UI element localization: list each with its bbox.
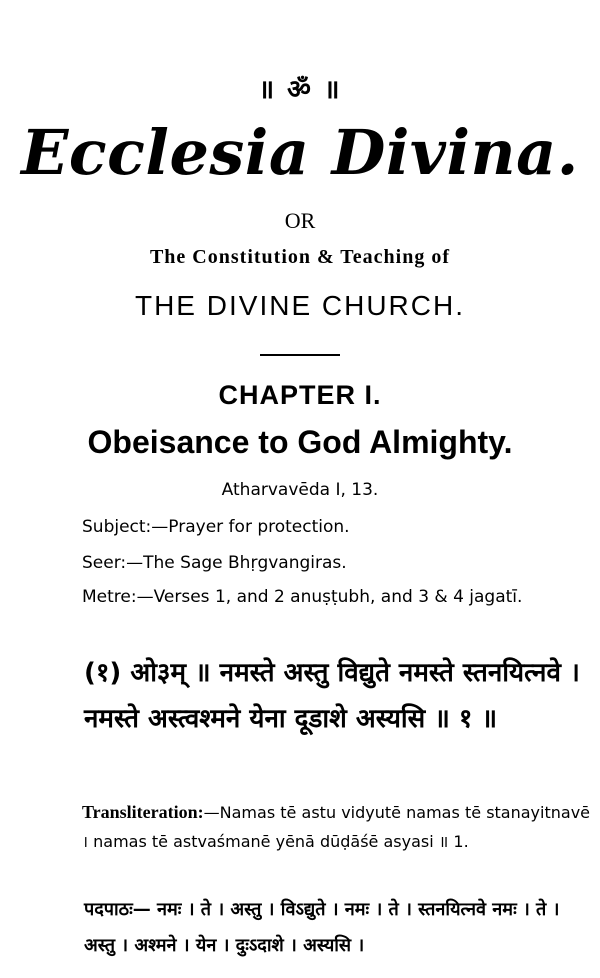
subject-text: —Prayer for protection. [151, 517, 350, 537]
padapatha-paragraph [84, 892, 592, 964]
sanskrit-verse: (१) ओ३म् ॥ नमस्ते अस्तु विद्युते नमस्ते स्तनयित्नवे । नमस्ते अस्त्वश्मने येना दूडाशे अस्यसि ॥ १ ॥ [84, 658, 580, 734]
metre-label: Metre: [82, 587, 137, 607]
metre-line [82, 584, 592, 610]
seer-line [82, 550, 592, 576]
seer-label: Seer: [82, 553, 127, 573]
source-reference: Atharvavēda I, 13. [221, 480, 379, 500]
om-invocation: ॥ ॐ ॥ [258, 75, 342, 105]
transliteration-text: —Namas tē astu vidyutē namas tē stanayitnavē । namas tē astvaśmanē yēnā dūḍāśē asyasi ॥ 1. [82, 803, 590, 851]
divider-rule [260, 354, 340, 356]
subject-label: Subject: [82, 517, 152, 537]
transliteration-label: Transliteration: [82, 802, 204, 822]
chapter-label: CHAPTER I. [218, 380, 382, 410]
metre-text: —Verses 1, and 2 anuṣṭubh, and 3 & 4 jagatī. [136, 587, 523, 607]
book-subtitle: The Constitution & Teaching of [149, 246, 451, 268]
padapatha-label: पदपाठः— [84, 899, 151, 920]
or-line: OR [284, 208, 316, 233]
church-name: THE DIVINE CHURCH. [134, 290, 465, 321]
book-title: Ecclesia Divina. [21, 116, 579, 189]
transliteration-paragraph [82, 798, 590, 856]
padapatha-text: नमः । ते । अस्तु । विऽद्युते । नमः । ते । स्तनयित्नवे नमः । ते । अस्तु । अश्मने । येन । दुःऽदाशे । अस्यसि । [84, 899, 560, 956]
chapter-heading: Obeisance to God Almighty. [87, 424, 513, 460]
seer-text: —The Sage Bhṛgvangiras. [126, 553, 347, 573]
subject-line [82, 514, 592, 540]
